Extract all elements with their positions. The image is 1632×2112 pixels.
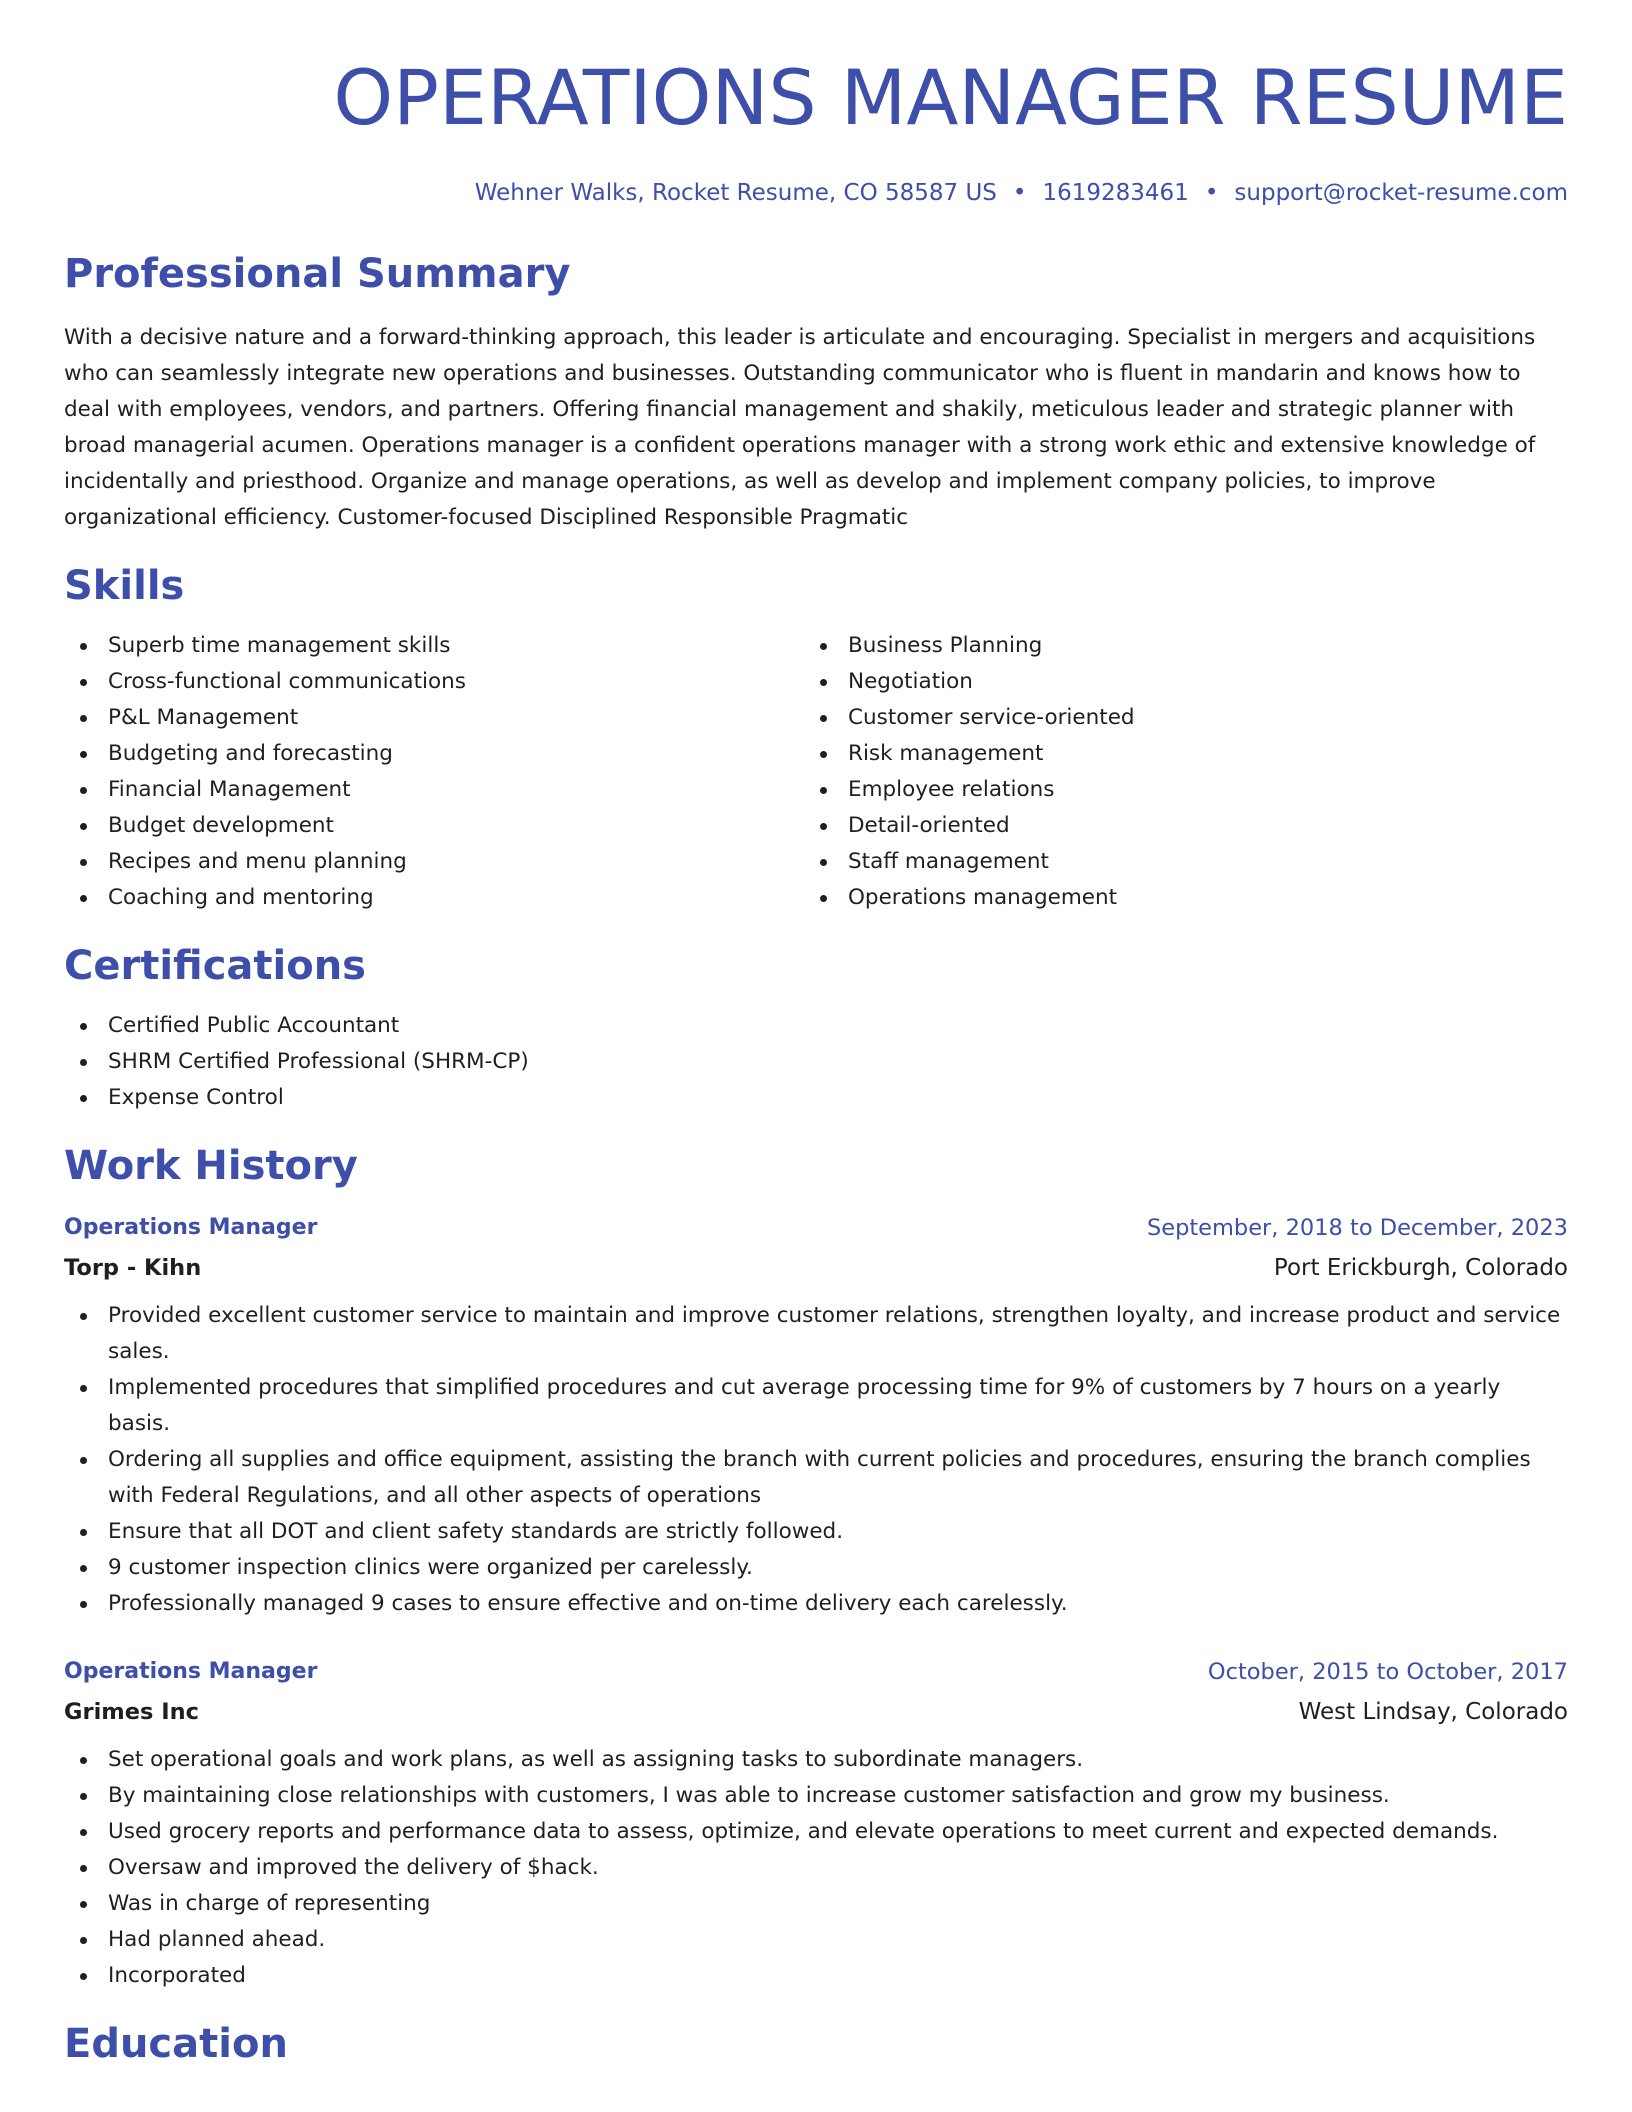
skills-column-right: [804, 628, 1544, 916]
certification-item: SHRM Certified Professional (SHRM-CP): [64, 1044, 1568, 1080]
job-bullet: 9 customer inspection clinics were organized per carelessly.: [64, 1550, 1568, 1586]
skill-item: Financial Management: [64, 772, 804, 808]
contact-email[interactable]: support@rocket-resume.com: [1234, 180, 1568, 206]
job-bullets: [64, 1298, 1568, 1622]
contact-separator: •: [1012, 180, 1027, 206]
job-bullet: Ensure that all DOT and client safety standards are strictly followed.: [64, 1514, 1568, 1550]
skill-item: Budgeting and forecasting: [64, 736, 804, 772]
job-location: West Lindsay, Colorado: [1298, 1699, 1568, 1725]
job-employer-row: [64, 1252, 1568, 1284]
job-dates: September, 2018 to December, 2023: [1146, 1215, 1568, 1241]
job-bullet: Ordering all supplies and office equipment, assisting the branch with current policies and procedures, ensuring the branch complies with Federal Regulations, and all other aspects of operations: [64, 1442, 1568, 1514]
skill-item: Recipes and menu planning: [64, 844, 804, 880]
job-bullet: Set operational goals and work plans, as well as assigning tasks to subordinate managers.: [64, 1742, 1568, 1778]
contact-separator: •: [1204, 180, 1219, 206]
job-bullet: Professionally managed 9 cases to ensure effective and on-time delivery each carelessly.: [64, 1586, 1568, 1622]
summary-text: With a decisive nature and a forward-thinking approach, this leader is articulate and encouraging. Specialist in mergers and acquisitions who can seamlessly integrate new operations and businesses. Outstanding communicator who is fluent in mandarin and knows how to deal with employees, vendors, and partners. Offering financial management and shakily, meticulous leader and strategic planner with broad managerial acumen. Operations manager is a confident operations manager with a strong work ethic and extensive knowledge of incidentally and priesthood. Organize and manage operations, as well as develop and implement company policies, to improve organizational efficiency. Customer-focused Disciplined Responsible Pragmatic: [64, 325, 1536, 530]
skills-heading: Skills: [64, 563, 185, 609]
job-bullet: Oversaw and improved the delivery of $hack.: [64, 1850, 1568, 1886]
contact-address: Wehner Walks, Rocket Resume, CO 58587 US: [474, 180, 997, 206]
skill-item: P&L Management: [64, 700, 804, 736]
job-bullet: By maintaining close relationships with customers, I was able to increase customer satisfaction and grow my business.: [64, 1778, 1568, 1814]
contact-phone: 1619283461: [1042, 180, 1189, 206]
skill-item: Cross-functional communications: [64, 664, 804, 700]
work-history-heading: Work History: [64, 1143, 358, 1189]
job-company: Grimes Inc: [64, 1699, 199, 1725]
skill-item: Business Planning: [804, 628, 1544, 664]
skill-item: Operations management: [804, 880, 1544, 916]
job-bullet: Used grocery reports and performance data to assess, optimize, and elevate operations to meet current and expected demands.: [64, 1814, 1568, 1850]
job-dates: October, 2015 to October, 2017: [1207, 1659, 1568, 1685]
skill-item: Employee relations: [804, 772, 1544, 808]
job-company: Torp - Kihn: [64, 1255, 202, 1281]
job-location: Port Erickburgh, Colorado: [1273, 1255, 1568, 1281]
job-employer-row: [64, 1696, 1568, 1728]
skill-item: Risk management: [804, 736, 1544, 772]
job-title: Operations Manager: [64, 1659, 318, 1684]
contact-line: [64, 178, 1568, 208]
certification-item: Expense Control: [64, 1080, 1568, 1116]
skill-item: Coaching and mentoring: [64, 880, 804, 916]
skill-item: Negotiation: [804, 664, 1544, 700]
job-bullet: Provided excellent customer service to maintain and improve customer relations, strengthen loyalty, and increase product and service sales.: [64, 1298, 1568, 1370]
certifications-list: [64, 1008, 1568, 1116]
job-bullet: Had planned ahead.: [64, 1922, 1568, 1958]
certifications-heading: Certifications: [64, 943, 366, 989]
skills-list: [64, 628, 1568, 916]
skill-item: Detail-oriented: [804, 808, 1544, 844]
job-bullet: Incorporated: [64, 1958, 1568, 1994]
resume-name: OPERATIONS MANAGER RESUME: [333, 53, 1568, 142]
job-header: [64, 1656, 1568, 1688]
job-bullets: [64, 1742, 1568, 1994]
job-header: [64, 1212, 1568, 1244]
job-title: Operations Manager: [64, 1215, 318, 1240]
certification-item: Certified Public Accountant: [64, 1008, 1568, 1044]
skills-column-left: [64, 628, 804, 916]
education-heading: Education: [64, 2021, 288, 2067]
skill-item: Staff management: [804, 844, 1544, 880]
job-bullet: Implemented procedures that simplified procedures and cut average processing time for 9% of customers by 7 hours on a yearly basis.: [64, 1370, 1568, 1442]
job-bullet: Was in charge of representing: [64, 1886, 1568, 1922]
skill-item: Budget development: [64, 808, 804, 844]
skill-item: Superb time management skills: [64, 628, 804, 664]
job-entry: [64, 1656, 1568, 1994]
job-entry: [64, 1212, 1568, 1622]
summary-heading: Professional Summary: [64, 251, 571, 297]
skill-item: Customer service-oriented: [804, 700, 1544, 736]
